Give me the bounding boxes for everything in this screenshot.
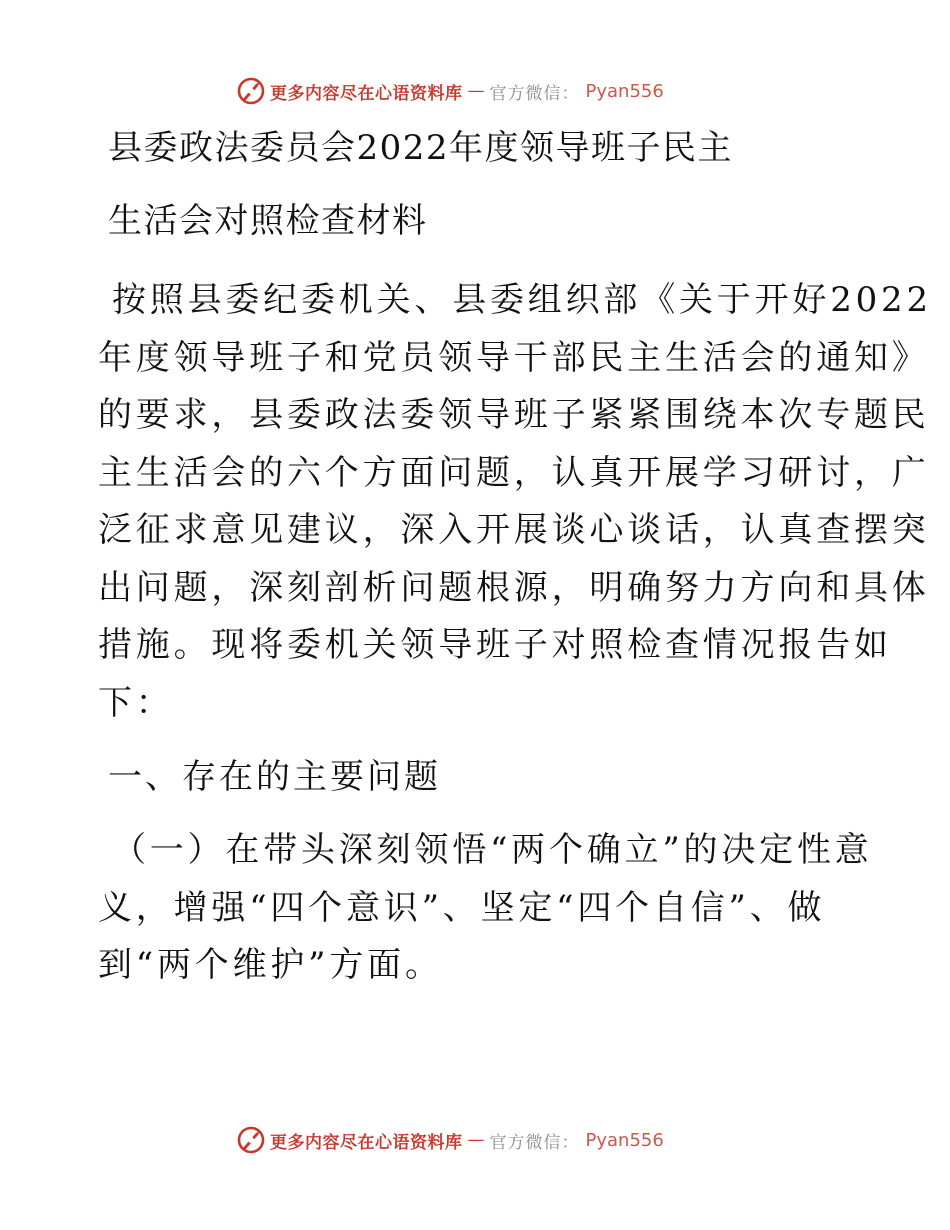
watermark-dash: —	[467, 81, 485, 101]
watermark-title: 更多内容尽在心语资料库	[270, 83, 463, 104]
intro-line: 出问题，深刻剖析问题根源，明确努力方向和具体	[98, 567, 930, 608]
subsection-paragraph	[98, 822, 873, 995]
watermark-wechat-id: Pyan556	[585, 1129, 664, 1151]
quill-logo-icon	[236, 1125, 266, 1155]
intro-paragraph	[98, 272, 932, 732]
intro-line: 泛征求意见建议，深入开展谈心谈话，认真查摆突	[98, 510, 930, 550]
subsection-line: 到“两个维护”方面。	[98, 945, 443, 985]
watermark-wechat-id: Pyan556	[585, 80, 664, 102]
section-heading: 一、存在的主要问题	[108, 757, 441, 797]
intro-line: 主生活会的六个方面问题，认真开展学习研讨，广	[98, 452, 930, 493]
watermark-header	[236, 74, 664, 108]
watermark-title: 更多内容尽在心语资料库	[270, 1132, 463, 1153]
document-title-line-2: 生活会对照检查材料	[108, 201, 428, 241]
watermark-footer	[236, 1123, 664, 1157]
quill-logo-icon	[236, 76, 266, 106]
intro-line: 年度领导班子和党员领导干部民主生活会的通知》	[98, 337, 930, 378]
intro-line: 措施。现将委机关领导班子对照检查情况报告如	[98, 625, 892, 665]
intro-line: 下：	[98, 682, 174, 723]
subsection-line: 义，增强“四个意识”、坚定“四个自信”、做	[98, 887, 826, 928]
intro-line: 的要求，县委政法委领导班子紧紧围绕本次专题民	[98, 395, 930, 435]
subsection-line: （一）在带头深刻领悟“两个确立”的决定性意	[112, 830, 873, 870]
watermark-wechat-label: 官方微信：	[489, 1132, 580, 1153]
watermark-wechat-label: 官方微信：	[489, 83, 580, 104]
intro-line: 按照县委纪委机关、县委组织部《关于开好2022	[112, 280, 932, 320]
document-title-line-1: 县委政法委员会2022年度领导班子民主	[108, 128, 734, 168]
watermark-dash: —	[467, 1130, 485, 1150]
